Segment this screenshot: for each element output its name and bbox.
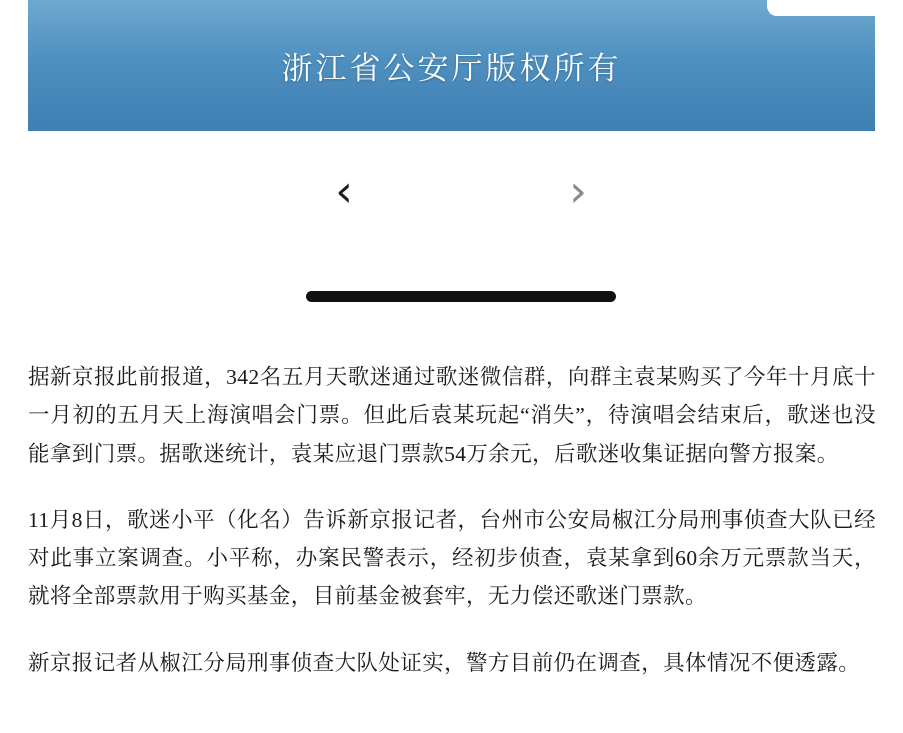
article-body <box>28 358 876 682</box>
media-progress-bar[interactable] <box>306 291 616 302</box>
article-paragraph: 新京报记者从椒江分局刑事侦查大队处证实，警方目前仍在调查，具体情况不便透露。 <box>28 650 861 675</box>
media-card <box>28 0 875 330</box>
banner-title-text: 浙江省公安厅版权所有 <box>281 51 622 86</box>
chevron-left-icon[interactable]: ‹ <box>335 166 353 217</box>
media-body <box>28 131 875 330</box>
chevron-right-icon[interactable]: › <box>569 166 587 217</box>
media-navigation <box>28 164 875 234</box>
article-paragraph: 据新京报此前报道，342名五月天歌迷通过歌迷微信群，向群主袁某购买了今年十月底十一月初的五月天上海演唱会门票。但此后袁某玩起“消失”，待演唱会结束后，歌迷也没能拿到门票。据歌迷统计，袁某应退门票款54万余元，后歌迷收集证据向警方报案。 <box>28 365 876 466</box>
copyright-banner <box>28 0 875 131</box>
article-paragraph: 11月8日，歌迷小平（化名）告诉新京报记者，台州市公安局椒江分局刑事侦查大队已经对此事立案调查。小平称，办案民警表示，经初步侦查，袁某拿到60余万元票款当天，就将全部票款用于购买基金，目前基金被套牢，无力偿还歌迷门票款。 <box>28 507 876 609</box>
